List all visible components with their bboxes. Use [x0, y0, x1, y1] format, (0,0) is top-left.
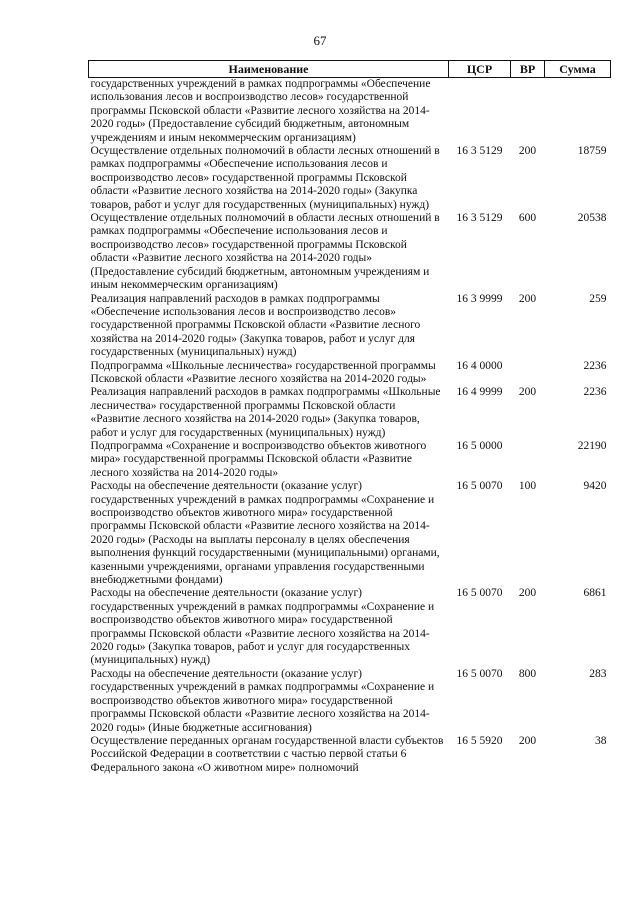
- row-vr-cell: 200: [518, 292, 537, 305]
- row-name-cell: Реализация направлений расходов в рамках подпрограммы «Школьные лесничества» государственной программы Псковской области «Развитие лесного хозяйства на 2014-2020 годы» (Закупка товаров, работ и услуг для государственных (муниципальных) нужд): [90, 386, 441, 439]
- row-sum-cell: 259: [589, 292, 607, 305]
- table-row: [89, 78, 611, 146]
- table-row: [89, 145, 611, 212]
- table-row: [89, 440, 611, 480]
- row-csr-cell: 16 5 5920: [456, 734, 503, 747]
- table-body: [89, 78, 611, 776]
- header-name: Наименование: [89, 61, 449, 78]
- row-csr-cell: 16 3 5129: [456, 145, 503, 158]
- row-csr-cell: 16 4 0000: [456, 359, 503, 372]
- budget-table: [88, 60, 611, 775]
- header-sum: Сумма: [545, 61, 611, 78]
- row-sum-cell: [545, 78, 611, 146]
- row-name-cell: Подпрограмма «Сохранение и воспроизводство объектов животного мира» государственной программы Псковской области «Развитие лесного хозяйства на 2014-2020 годы»: [90, 439, 427, 479]
- row-name-cell: Осуществление переданных органам государственной власти субъектов Российской Федерации в соответствии с частью первой статьи 6 Федерального закона «О животном мире» полномочий: [90, 734, 444, 774]
- row-name-cell: Осуществление отдельных полномочий в области лесных отношений в рамках подпрограммы «Обеспечение использования лесов и воспроизводство лесов» государственной программы Псковской области «Развитие лесного хозяйства на 2014-2020 годы» (Предоставление субсидий бюджетным, автономным учреждениям и иным некоммерческим организациям): [90, 212, 440, 292]
- row-name-cell: Расходы на обеспечение деятельности (оказание услуг) государственных учреждений в рамках подпрограммы «Сохранение и воспроизводство объектов животного мира» государственной программы Псковской области «Развитие лесного хозяйства на 2014-2020 годы» (Иные бюджетные ассигнования): [90, 667, 435, 734]
- table-row: [89, 668, 611, 735]
- row-vr-cell: [511, 78, 545, 146]
- row-sum-cell: 20538: [577, 212, 607, 225]
- table-row: [89, 386, 611, 440]
- row-csr-cell: 16 4 9999: [456, 386, 503, 399]
- row-vr-cell: 200: [518, 386, 537, 399]
- row-csr-cell: 16 5 0070: [456, 667, 503, 680]
- row-name-cell: Реализация направлений расходов в рамках подпрограммы «Обеспечение использования лесов и воспроизводство лесов» государственной программы Псковской области «Развитие лесного хозяйства на 2014-2020 годы» (Закупка товаров, работ и услуг для государственных (муниципальных) нужд): [90, 292, 421, 359]
- row-name-cell: Расходы на обеспечение деятельности (оказание услуг) государственных учреждений в рамках подпрограммы «Сохранение и воспроизводство объектов животного мира» государственной программы Псковской области «Развитие лесного хозяйства на 2014-2020 годы» (Расходы на выплаты персоналу в целях обеспечения выполнения функций государственными (муниципальными) органами, казенными учреждениями, органами управления государственными внебюджетными фондами): [90, 480, 440, 587]
- table-row: [89, 735, 611, 775]
- page-number: 67: [313, 33, 327, 48]
- row-vr-cell: 200: [518, 145, 537, 158]
- row-csr-cell: [449, 78, 511, 146]
- table-row: [89, 212, 611, 292]
- row-csr-cell: 16 5 0000: [456, 439, 503, 452]
- table-row: [89, 293, 611, 360]
- row-vr-cell: 600: [518, 212, 537, 225]
- header-vr: ВР: [511, 61, 545, 78]
- row-vr-cell: 100: [518, 480, 537, 493]
- row-name-cell: Расходы на обеспечение деятельности (оказание услуг) государственных учреждений в рамках подпрограммы «Сохранение и воспроизводство объектов животного мира» государственной программы Псковской области «Развитие лесного хозяйства на 2014-2020 годы» (Закупка товаров, работ и услуг для государственных (муниципальных) нужд): [90, 587, 435, 667]
- row-sum-cell: 22190: [577, 439, 607, 452]
- table-row: [89, 587, 611, 667]
- row-csr-cell: 16 3 9999: [456, 292, 503, 305]
- table-row: [89, 360, 611, 387]
- budget-table-container: [88, 60, 610, 775]
- row-sum-cell: 18759: [577, 145, 607, 158]
- row-sum-cell: 9420: [583, 480, 607, 493]
- table-row: [89, 480, 611, 587]
- row-csr-cell: 16 5 0070: [456, 480, 503, 493]
- row-vr-cell: 200: [518, 734, 537, 747]
- row-sum-cell: 2236: [583, 386, 607, 399]
- header-csr: ЦСР: [449, 61, 511, 78]
- row-name-cell: Подпрограмма «Школьные лесничества» государственной программы Псковской области «Развитие лесного хозяйства на 2014-2020 годы»: [90, 359, 436, 385]
- row-vr-cell: [511, 440, 545, 480]
- row-csr-cell: 16 5 0070: [456, 587, 503, 600]
- row-sum-cell: 2236: [583, 359, 607, 372]
- row-name-cell: государственных учреждений в рамках подпрограммы «Обеспечение использования лесов и воспроизводство лесов» государственной программы Псковской области «Развитие лесного хозяйства на 2014-2020 годы» (Предоставление субсидий бюджетным, автономным учреждениям и иным некоммерческим организациям): [90, 78, 431, 144]
- row-sum-cell: 6861: [583, 587, 607, 600]
- row-name-cell: Осуществление отдельных полномочий в области лесных отношений в рамках подпрограммы «Обеспечение использования лесов и воспроизводство лесов» государственной программы Псковской области «Развитие лесного хозяйства на 2014-2020 годы» (Закупка товаров, работ и услуг для государственных (муниципальных) нужд): [90, 145, 440, 211]
- row-csr-cell: 16 3 5129: [456, 212, 503, 225]
- table-header-row: [89, 61, 611, 78]
- row-sum-cell: 283: [589, 667, 607, 680]
- row-vr-cell: 200: [518, 587, 537, 600]
- row-vr-cell: 800: [518, 667, 537, 680]
- row-vr-cell: [511, 360, 545, 387]
- row-sum-cell: 38: [595, 734, 607, 747]
